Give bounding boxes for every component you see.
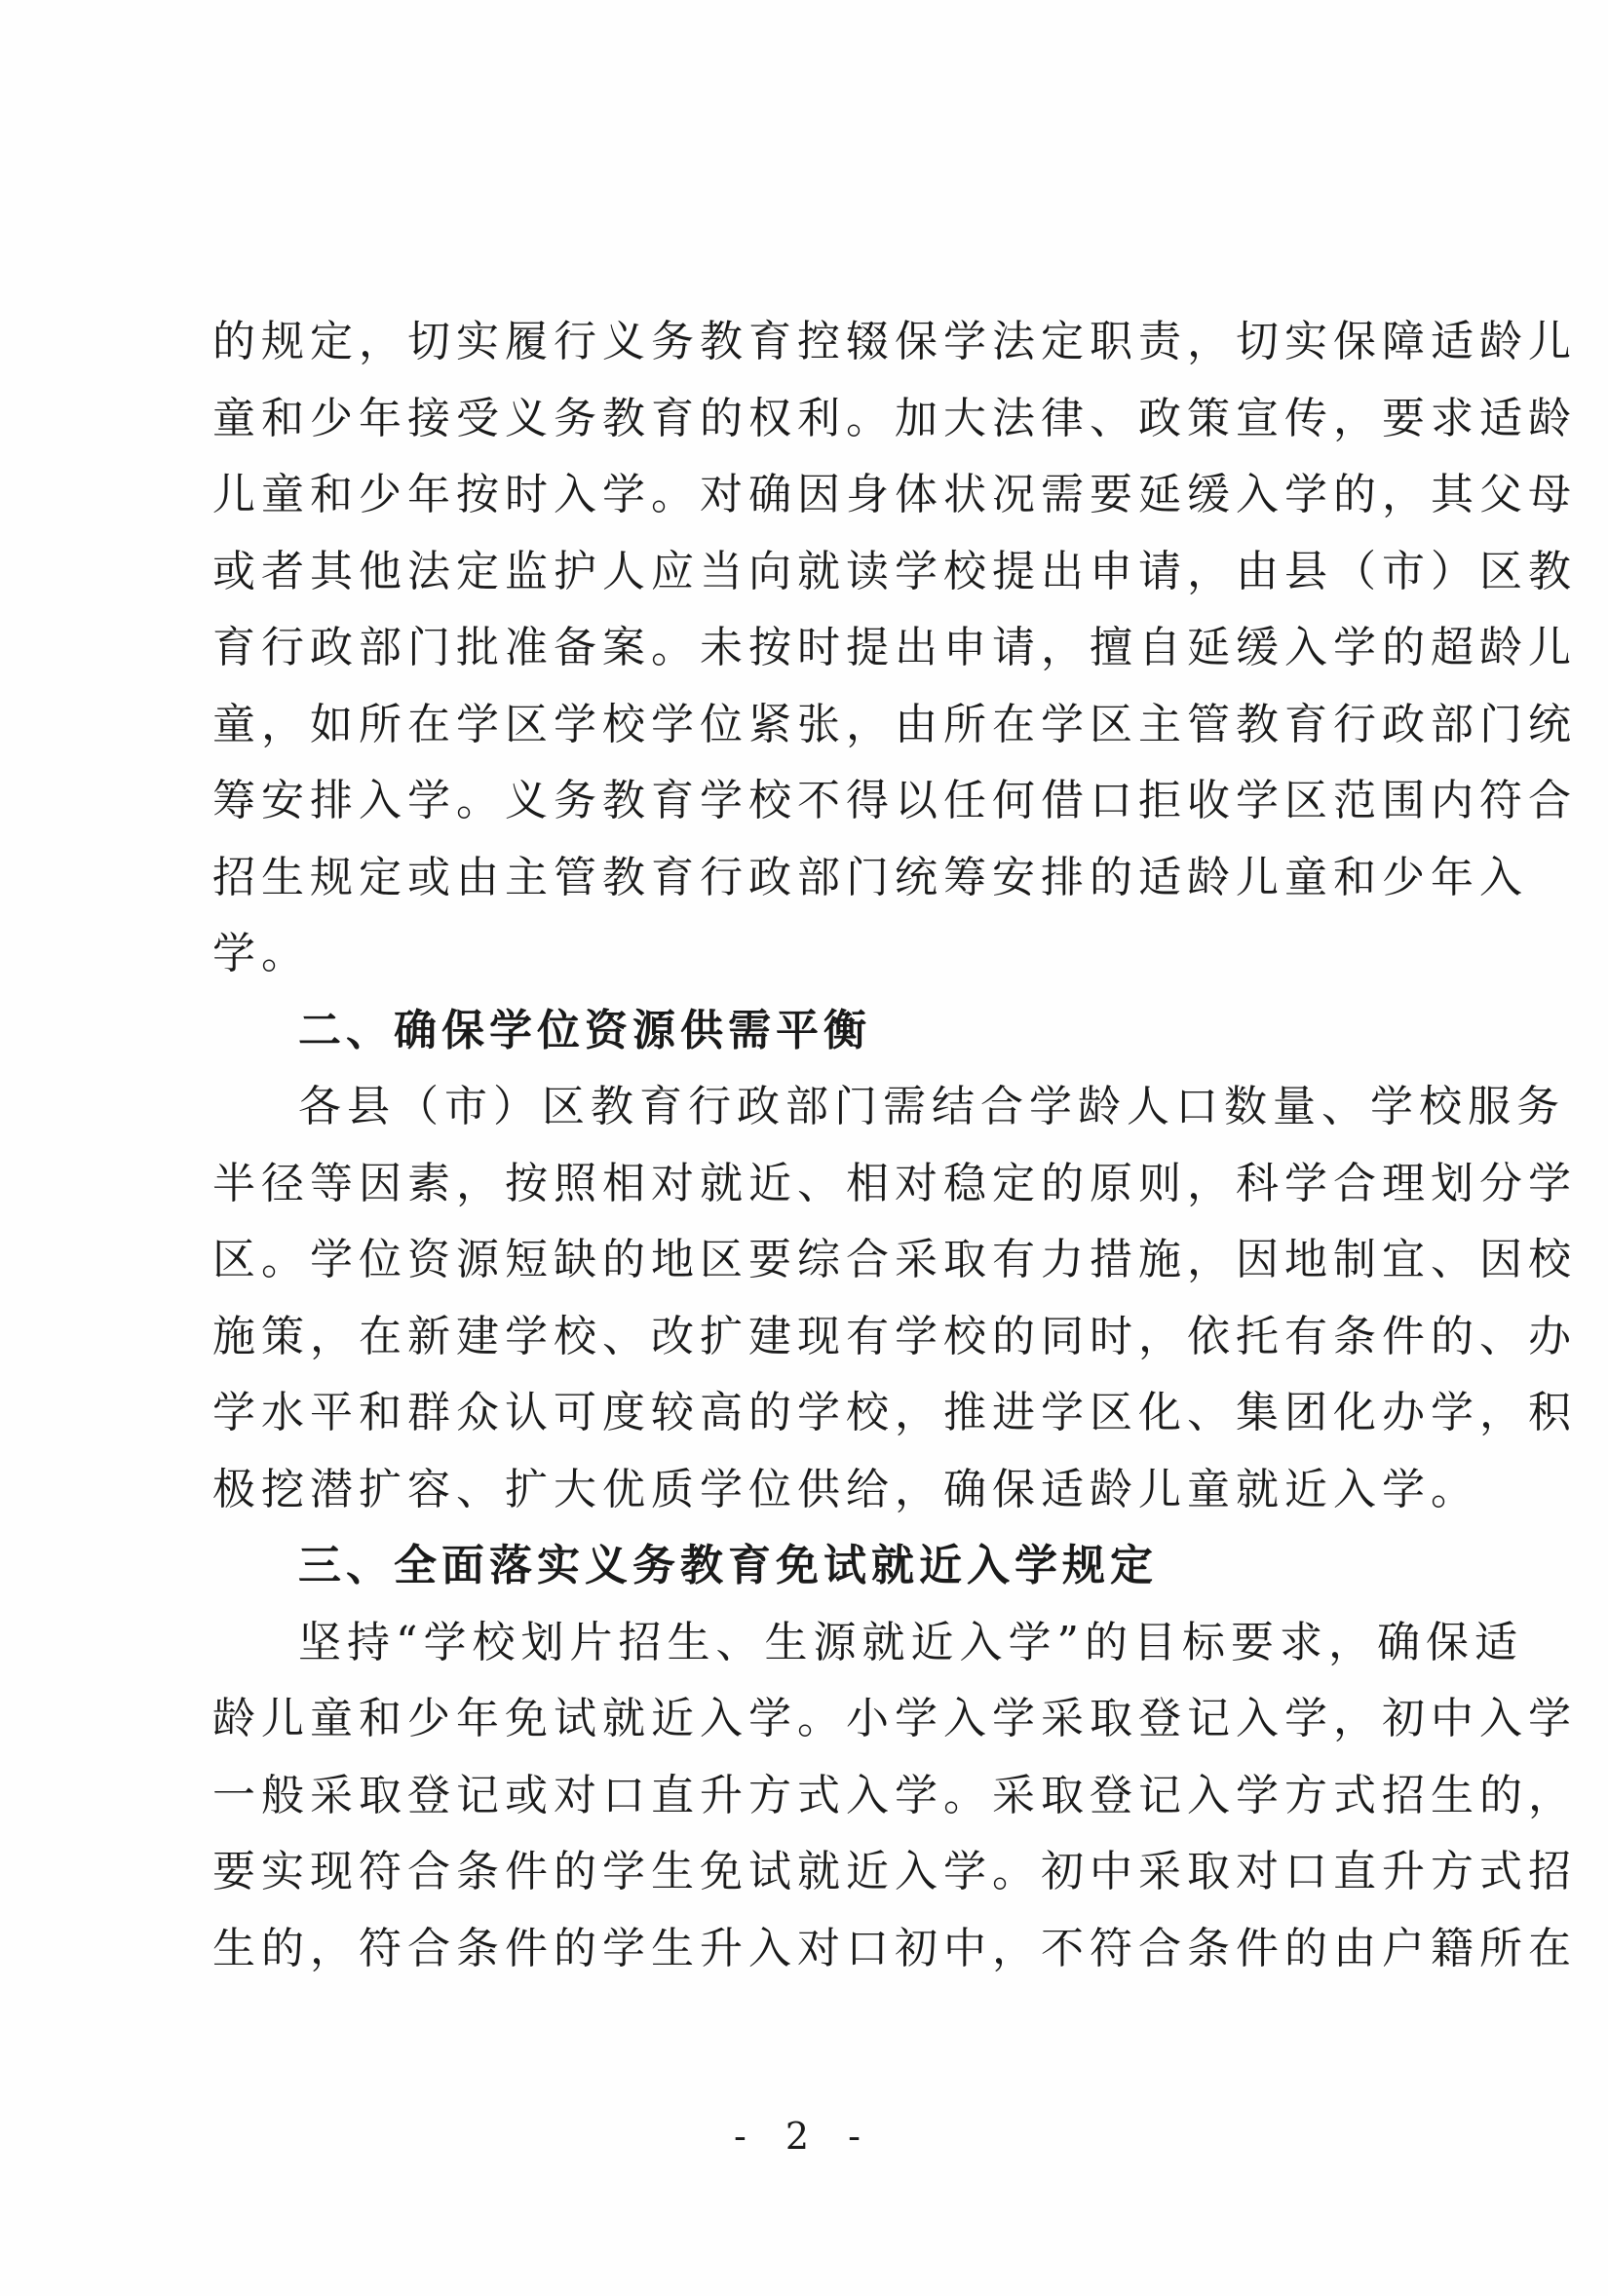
body-line: 一般采取登记或对口直升方式入学。采取登记入学方式招生的， — [212, 1770, 1577, 1820]
body-line: 区。学位资源短缺的地区要综合采取有力措施，因地制宜、因校 — [212, 1235, 1577, 1284]
body-line: 童，如所在学区学校学位紧张，由所在学区主管教育行政部门统 — [212, 699, 1577, 749]
body-line: 半径等因素，按照相对就近、相对稳定的原则，科学合理划分学 — [212, 1158, 1577, 1208]
body-line: 筹安排入学。义务教育学校不得以任何借口拒收学区范围内符合 — [212, 776, 1577, 825]
body-line: 龄儿童和少年免试就近入学。小学入学采取登记入学，初中入学 — [212, 1694, 1577, 1743]
document-body — [212, 304, 1577, 1987]
section-heading-2: 二、确保学位资源供需平衡 — [298, 1005, 871, 1055]
body-line: 极挖潜扩容、扩大优质学位供给，确保适龄儿童就近入学。 — [212, 1464, 1479, 1514]
body-line: 或者其他法定监护人应当向就读学校提出申请，由县（市）区教 — [212, 546, 1577, 596]
body-line: 生的，符合条件的学生升入对口初中，不符合条件的由户籍所在 — [212, 1923, 1577, 1973]
body-line: 学水平和群众认可度较高的学校，推进学区化、集团化办学，积 — [212, 1388, 1577, 1437]
body-line: 育行政部门批准备案。未按时提出申请，擅自延缓入学的超龄儿 — [212, 623, 1577, 672]
body-line: 的规定，切实履行义务教育控辍保学法定职责，切实保障适龄儿 — [212, 317, 1577, 366]
body-line: 儿童和少年按时入学。对确因身体状况需要延缓入学的，其父母 — [212, 470, 1577, 519]
body-line: 坚持“学校划片招生、生源就近入学”的目标要求，确保适 — [298, 1617, 1523, 1667]
body-line: 要实现符合条件的学生免试就近入学。初中采取对口直升方式招 — [212, 1847, 1577, 1896]
section-heading-3: 三、全面落实义务教育免试就近入学规定 — [298, 1541, 1158, 1590]
body-line: 童和少年接受义务教育的权利。加大法律、政策宣传，要求适龄 — [212, 393, 1577, 443]
body-line: 学。 — [212, 929, 310, 978]
page-number: - 2 - — [733, 2115, 874, 2158]
body-line: 招生规定或由主管教育行政部门统筹安排的适龄儿童和少年入 — [212, 852, 1528, 902]
body-line: 施策，在新建学校、改扩建现有学校的同时，依托有条件的、办 — [212, 1311, 1577, 1361]
body-line: 各县（市）区教育行政部门需结合学龄人口数量、学校服务 — [298, 1082, 1565, 1131]
